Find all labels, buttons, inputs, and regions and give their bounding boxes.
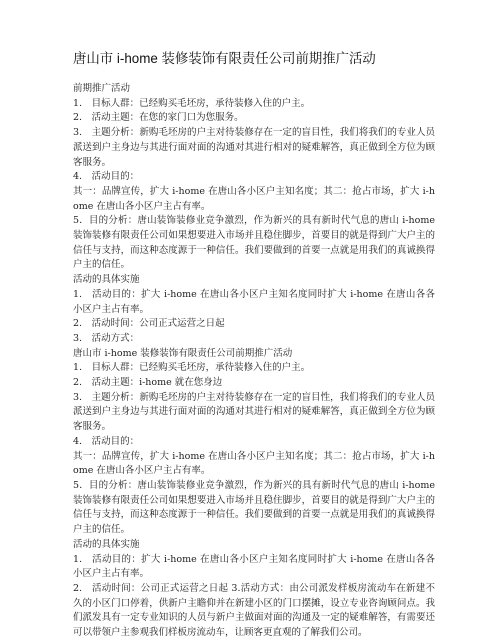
paragraph: 3. 主题分析：新购毛坯房的户主对待装修存在一定的盲目性，我们将我们的专业人员派送到户主身边与其进行面对面的沟通对其进行相对的疑难解答，真正做到全方位为顾客服务。: [73, 127, 435, 168]
paragraph: 1. 活动目的：扩大 i-home 在唐山各小区户主知名度同时扩大 i-home 在唐山各各小区户主占有率。: [73, 553, 435, 580]
document-body: [73, 82, 435, 641]
paragraph: 1. 活动目的：扩大 i-home 在唐山各小区户主知名度同时扩大 i-home 在唐山各各小区户主占有率。: [73, 288, 435, 315]
document-page: [73, 48, 435, 641]
paragraph: 4. 活动目的：: [73, 171, 140, 183]
document-title: 唐山市 i-home 装修装饰有限责任公司前期推广活动: [73, 51, 376, 66]
paragraph: 2. 活动主题：i-home 就在您身边: [73, 377, 223, 389]
paragraph: 其一：品牌宣传，扩大 i-home 在唐山各小区户主知名度；其二：抢占市场，扩大 i-home 在唐山各小区户主占有率。: [73, 185, 435, 212]
paragraph: 前期推广活动: [73, 83, 131, 94]
paragraph: 4. 活动目的：: [73, 435, 140, 447]
paragraph: 1. 目标人群：已经购买毛坯房，承待装修入住的户主。: [73, 97, 311, 109]
paragraph: 其一：品牌宣传，扩大 i-home 在唐山各小区户主知名度；其二：抢占市场，扩大 i-home 在唐山各小区户主占有率。: [73, 450, 435, 477]
paragraph: 2. 活动时间：公司正式运营之日起: [73, 318, 225, 330]
paragraph: 活动的具体实施: [73, 274, 140, 286]
paragraph: 5．目的分析：唐山装饰装修业竞争激烈，作为新兴的具有新时代气息的唐山 i-home 装饰装修有限责任公司如果想要进入市场并且稳住脚步，首要目的就是得到广大户主的信任与支持，而这种态度源于一种信任。我们要做到的首要一点就是用我们的真诚换得户主的信任。: [73, 215, 435, 271]
paragraph: 3. 主题分析：新购毛坯房的户主对待装修存在一定的盲目性，我们将我们的专业人员派送到户主身边与其进行面对面的沟通对其进行相对的疑难解答，真正做到全方位为顾客服务。: [73, 391, 435, 433]
paragraph: 2. 活动主题：在您的家门口为您服务。: [73, 112, 244, 124]
paragraph: 5．目的分析：唐山装饰装修业竞争激烈，作为新兴的具有新时代气息的唐山 i-home 装饰装修有限责任公司如果想要进入市场并且稳住脚步，首要目的就是得到广大户主的信任与支持，而这种态度源于一种信任。我们要做到的首要一点就是用我们的真诚换得户主的信任。: [73, 479, 435, 536]
paragraph: 2. 活动时间：公司正式运营之日起 3.活动方式：由公司派发样板房流动车在新建不久的小区门口停着，供新户主瞻仰并在新建小区的门口摆摊，设立专业咨询顾问点。我们派发具有一定专业知识的人员与新户主做面对面的沟通及一定的疑难解答，有需要还可以带领户主参观我们样板房流动车，让顾客更直观的了解我们公司。: [73, 582, 435, 639]
paragraph: 活动的具体实施: [73, 538, 140, 550]
paragraph: 唐山市 i-home 装修装饰有限责任公司前期推广活动: [73, 347, 293, 359]
paragraph: 1. 目标人群：已经购买毛坯房，承待装修入住的户主。: [73, 362, 311, 374]
paragraph: 3. 活动方式：: [73, 332, 140, 344]
